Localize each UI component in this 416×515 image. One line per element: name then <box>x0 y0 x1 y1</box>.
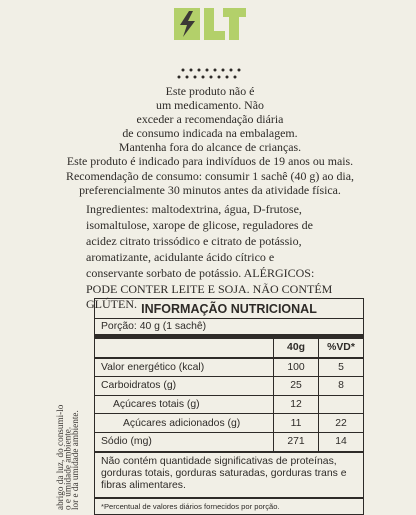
row-vd: 14 <box>318 433 363 451</box>
row-name: Valor energético (kcal) <box>101 361 205 373</box>
header-vd: %VD* <box>318 339 363 357</box>
warning-line: Este produto não é <box>165 84 255 98</box>
row-vd: 8 <box>318 377 363 395</box>
storage-instructions <box>57 370 80 510</box>
row-amount: 100 <box>273 359 318 377</box>
table-header-row <box>95 339 363 359</box>
table-row-carbs <box>95 377 363 396</box>
row-name: Carboidratos (g) <box>101 380 177 392</box>
table-row-total-sugars <box>95 396 363 415</box>
warning-line: um medicamento. Não <box>156 98 264 113</box>
side-text-line: abrigo da luz, do consumi-lo <box>55 404 65 510</box>
usage-warning <box>60 84 360 197</box>
table-row-added-sugars <box>95 414 363 433</box>
nutrition-table <box>94 298 364 515</box>
row-amount: 271 <box>273 433 318 451</box>
portion-size: Porção: 40 g (1 sachê) <box>95 319 363 339</box>
logo-glyph-l <box>204 8 225 40</box>
side-text-line: lor e da umidade ambiente. <box>70 410 81 510</box>
header-amount: 40g <box>273 339 318 357</box>
table-row-energy <box>95 359 363 378</box>
nutrition-footnote: *Percentual de valores diários fornecidos por porção. <box>101 501 280 511</box>
dotted-ornament-icon <box>176 66 242 80</box>
row-amount: 12 <box>273 396 318 414</box>
table-row-sodium <box>95 433 363 453</box>
row-name: Sódio (mg) <box>101 436 152 448</box>
warning-line: Mantenha fora do alcance de crianças. <box>118 140 302 155</box>
row-vd: 5 <box>318 359 363 377</box>
warning-line: Recomendação de consumo: consumir 1 sachê (40 g) ao dia, <box>66 168 354 183</box>
row-name: Açúcares adicionados (g) <box>123 417 241 429</box>
warning-line: exceder a recomendação diária <box>136 112 284 127</box>
row-amount: 25 <box>273 377 318 395</box>
nutrition-title: INFORMAÇÃO NUTRICIONAL <box>95 299 363 319</box>
nutrition-note: Não contém quantidade significativas de proteínas, gorduras totais, gorduras saturadas, gorduras trans e fibras alimentares. <box>95 453 363 499</box>
brand-logo <box>168 4 248 44</box>
row-amount: 11 <box>273 414 318 432</box>
row-vd: 22 <box>318 414 363 432</box>
side-text-line: o e umidade ambiente. <box>62 426 73 510</box>
warning-line: de consumo indicada na embalagem. <box>122 126 298 141</box>
ingredients-text: Ingredientes: maltodextrina, água, D-frutose, isomaltulose, xarope de glicose, reguladores de acidez citrato trissódico e citrato de potássio, aromatizante, acidulante ácido cítrico e conservante sorbato de potássio. ALÉRGICOS: PODE CONTER LEITE E SOJA. NÃO CONTÉM GLÚTEN. <box>86 202 333 312</box>
row-vd <box>318 396 363 414</box>
logo-glyph-t <box>223 8 246 40</box>
warning-line: Este produto é indicado para indivíduos de 19 anos ou mais. <box>66 154 354 169</box>
row-name: Açúcares totais (g) <box>113 399 200 411</box>
warning-line: preferencialmente 30 minutos antes da atividade física. <box>79 182 341 197</box>
